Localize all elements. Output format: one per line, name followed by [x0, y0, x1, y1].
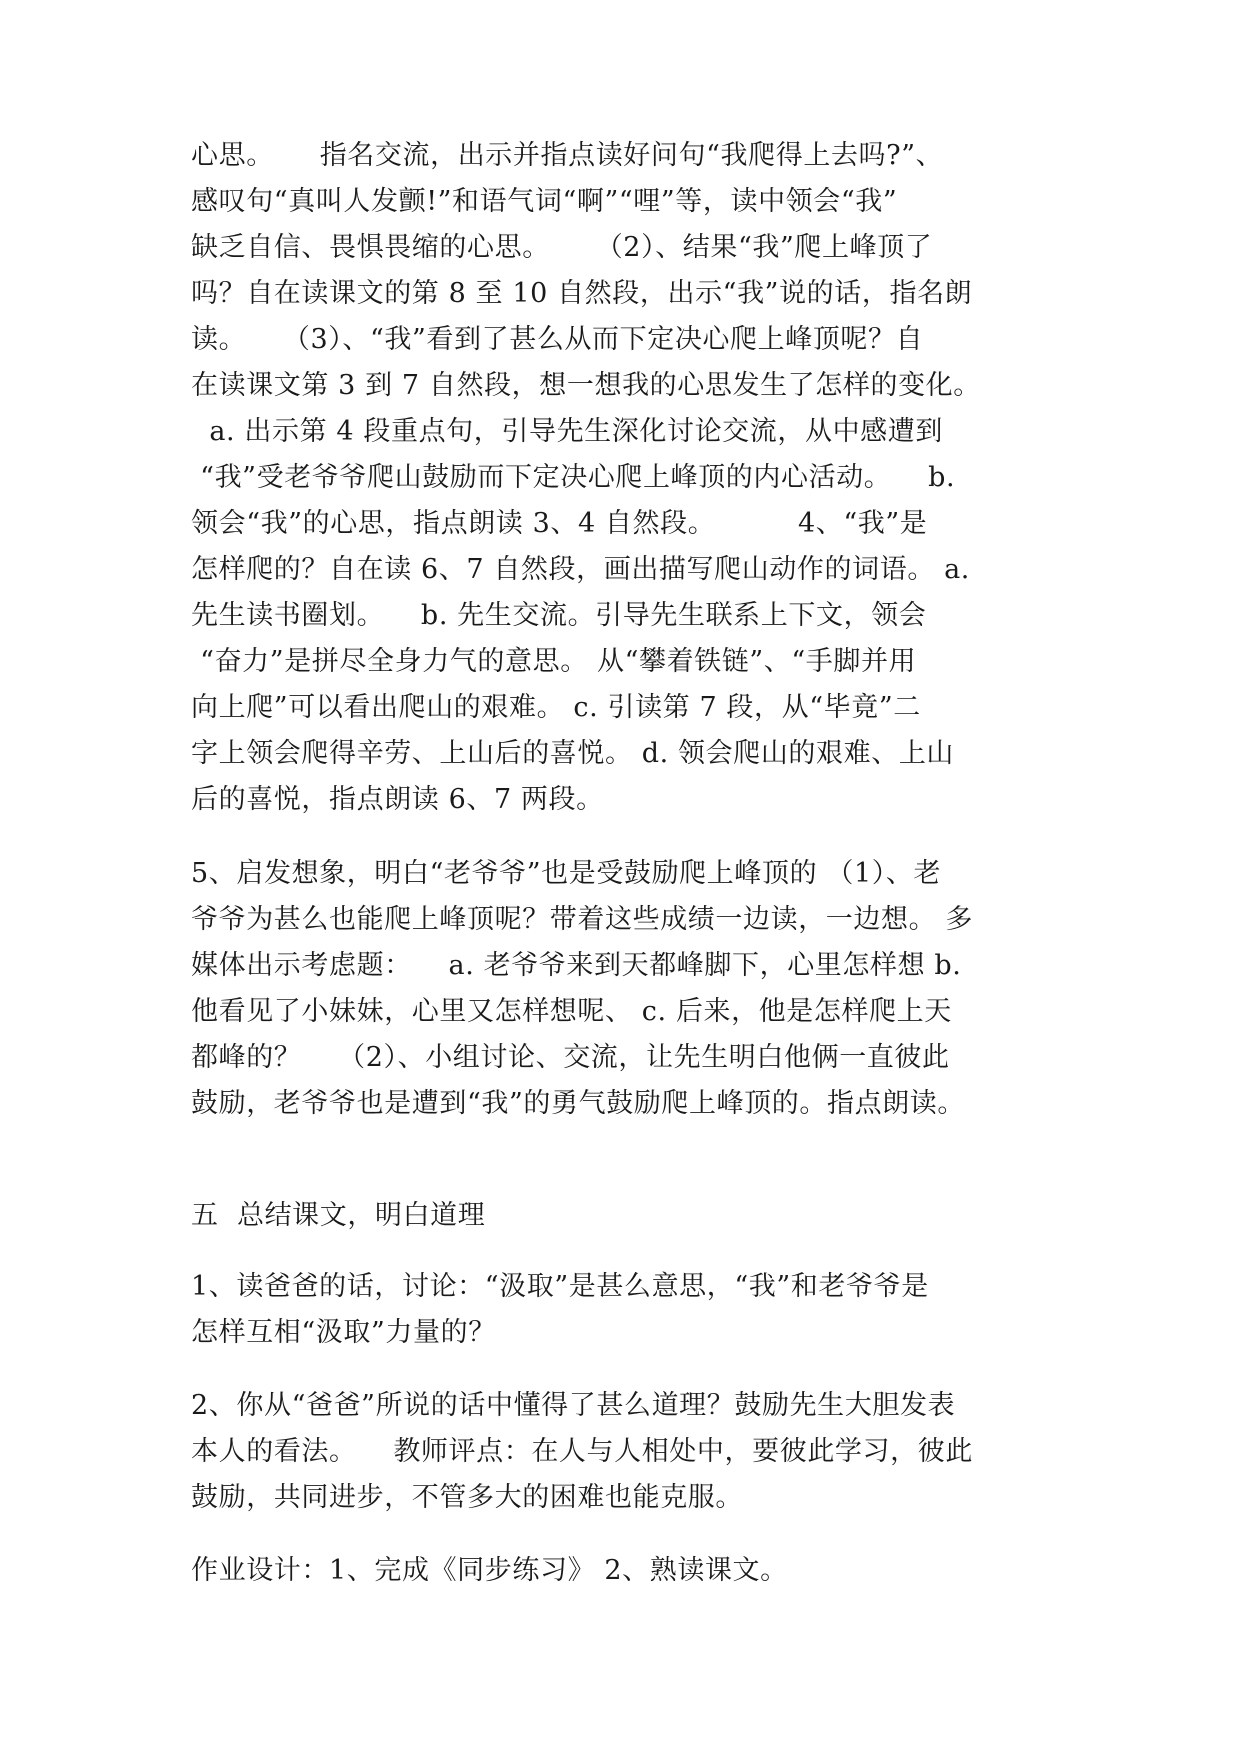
text-line: 领会“我”的心思，指点朗读 3、4 自然段。 4、“我”是	[191, 508, 928, 539]
text-line: 媒体出示考虑题： a. 老爷爷来到天都峰脚下，心里怎样想 b.	[191, 950, 962, 981]
homework-line: 作业设计：1、完成《同步练习》 2、熟读课文。	[191, 1555, 788, 1586]
text-line: 本人的看法。 教师评点：在人与人相处中，要彼此学习，彼此	[191, 1436, 973, 1467]
text-line: 怎样互相“汲取”力量的？	[191, 1317, 496, 1348]
text-line: 1、读爸爸的话，讨论：“汲取”是甚么意思，“我”和老爷爷是	[191, 1271, 929, 1302]
text-line: 爷爷为甚么也能爬上峰顶呢？带着这些成绩一边读，一边想。 多	[191, 904, 973, 935]
section-heading: 五 总结课文，明白道理	[191, 1200, 486, 1231]
text-line: “奋力”是拼尽全身力气的意思。 从“攀着铁链”、“手脚并用	[191, 646, 917, 677]
text-line: a. 出示第 4 段重点句，引导先生深化讨论交流，从中感遭到	[191, 416, 943, 447]
text-line: 向上爬”可以看出爬山的艰难。 c. 引读第 7 段，从“毕竟”二	[191, 692, 921, 723]
text-line: 鼓励，老爷爷也是遭到“我”的勇气鼓励爬上峰顶的。指点朗读。	[191, 1088, 966, 1119]
text-line: 都峰的？ （2）、小组讨论、交流，让先生明白他俩一直彼此	[191, 1042, 950, 1073]
text-line: 先生读书圈划。 b. 先生交流。引导先生联系上下文，领会	[191, 600, 927, 631]
text-line: 吗？自在读课文的第 8 至 10 自然段，出示“我”说的话，指名朗	[191, 278, 973, 309]
text-line: 5、启发想象，明白“老爷爷”也是受鼓励爬上峰顶的 （1）、老	[191, 858, 942, 889]
text-line: 心思。 指名交流，出示并指点读好问句“我爬得上去吗?”、	[191, 140, 944, 171]
text-line: 感叹句“真叫人发颤!”和语气词“啊”“哩”等，读中领会“我”	[191, 186, 898, 217]
text-line: 怎样爬的？自在读 6、7 自然段，画出描写爬山动作的词语。 a.	[191, 554, 970, 585]
text-line: 在读课文第 3 到 7 自然段，想一想我的心思发生了怎样的变化。	[191, 370, 981, 401]
text-line: 后的喜悦，指点朗读 6、7 两段。	[191, 784, 604, 815]
text-line: 字上领会爬得辛劳、上山后的喜悦。 d. 领会爬山的艰难、上山	[191, 738, 955, 769]
text-line: 读。 （3）、“我”看到了甚么从而下定决心爬上峰顶呢？自	[191, 324, 924, 355]
text-line: 鼓励，共同进步，不管多大的困难也能克服。	[191, 1482, 743, 1513]
text-line: 缺乏自信、畏惧畏缩的心思。 （2）、结果“我”爬上峰顶了	[191, 232, 933, 263]
text-line: 2、你从“爸爸”所说的话中懂得了甚么道理？鼓励先生大胆发表	[191, 1390, 956, 1421]
text-line: “我”受老爷爷爬山鼓励而下定决心爬上峰顶的内心活动。 b.	[191, 462, 956, 493]
text-line: 他看见了小妹妹，心里又怎样想呢、 c. 后来，他是怎样爬上天	[191, 996, 952, 1027]
